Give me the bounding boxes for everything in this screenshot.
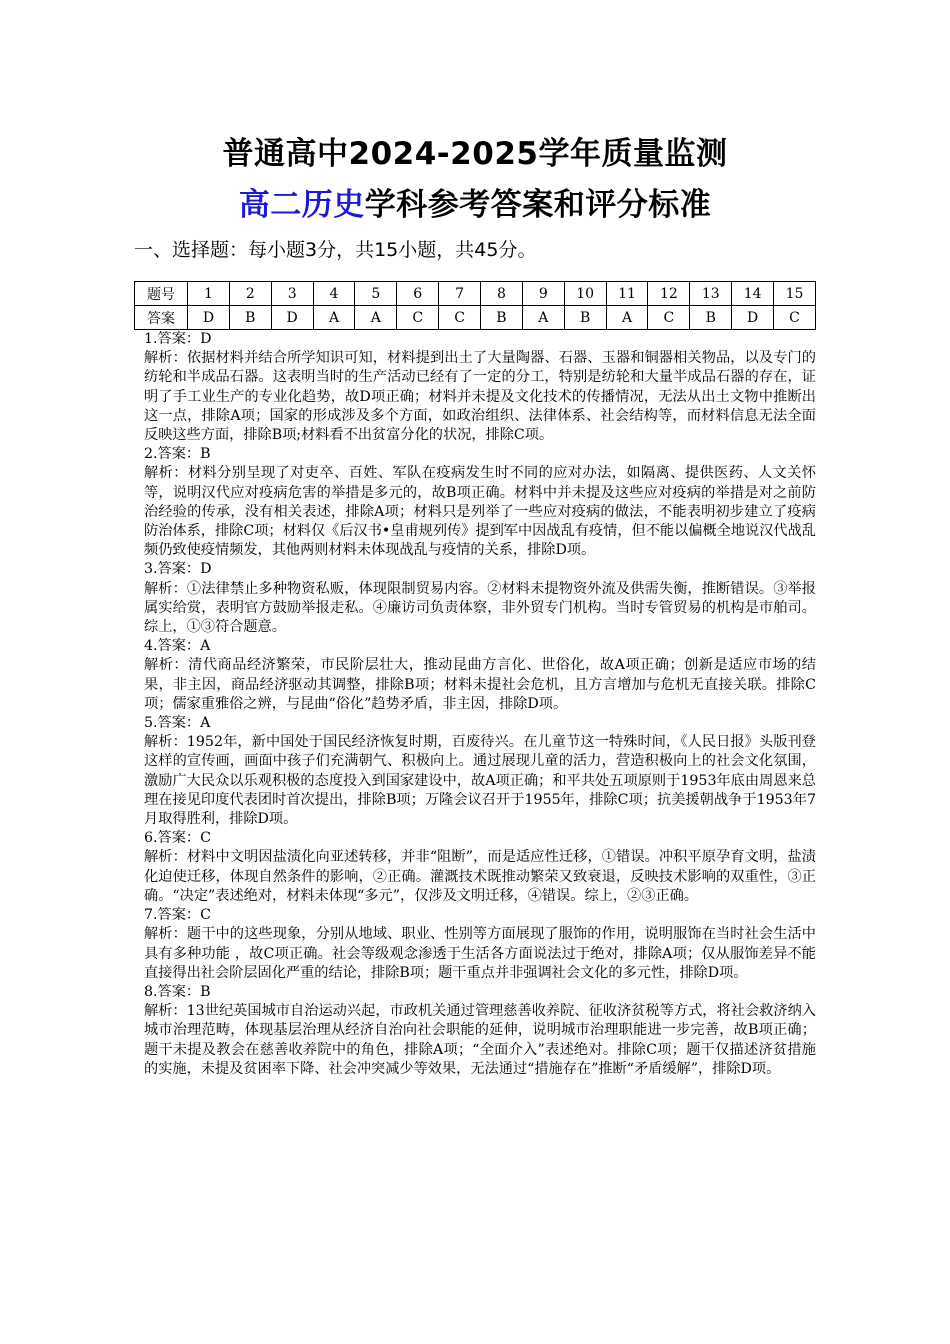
answer-cell: A xyxy=(606,306,648,330)
answer-cell: B xyxy=(564,306,606,330)
question-number: 15 xyxy=(774,282,816,306)
question-number: 9 xyxy=(522,282,564,306)
answer-cell: B xyxy=(690,306,732,330)
item-analysis: 解析：题干中的这些现象，分别从地域、职业、性别等方面展现了服饰的作用，说明服饰在当时社会生活中具有多种功能 ，故C项正确。社会等级观念渗透于生活各方面说法过于绝对，排除A项；仅从服饰差异不能直接得出社会阶层固化严重的结论，排除B项；题干重点并非强调社会文化的多元性，排除D项。 xyxy=(144,926,816,981)
question-number: 13 xyxy=(690,282,732,306)
answer-row xyxy=(135,306,816,330)
item-analysis: 解析：材料分别呈现了对吏卒、百姓、军队在疫病发生时不同的应对办法，如隔离、提供医药、人文关怀等，说明汉代应对疫病危害的举措是多元的，故B项正确。材料中并未提及这些应对疫病的举措是对之前防治经验的传承，没有相关表述，排除A项；材料只是列举了一些应对疫病的做法，不能表明初步建立了疫病防治体系，排除C项；材料仅《后汉书•皇甫规列传》提到军中因战乱有疫情，但不能以偏概全地说汉代战乱频仍致使疫情频发，其他两则材料未体现战乱与疫情的关系，排除D项。 xyxy=(144,465,816,559)
document-title: 普通高中2024-2025学年质量监测 xyxy=(222,136,728,172)
row-label: 答案 xyxy=(135,306,188,330)
question-number-row xyxy=(135,282,816,306)
answer-cell: C xyxy=(774,306,816,330)
answer-cell: C xyxy=(648,306,690,330)
question-number: 6 xyxy=(397,282,439,306)
answer-cell: D xyxy=(732,306,774,330)
question-number: 12 xyxy=(648,282,690,306)
item-answer: 1.答案：D xyxy=(144,331,212,347)
item-answer: 2.答案：B xyxy=(144,446,211,463)
item-analysis: 解析：依据材料并结合所学知识可知，材料提到出土了大量陶器、石器、玉器和铜器相关物品，以及专门的纺轮和半成品石器。这表明当时的生产活动已经有了一定的分工，特别是纺轮和大量半成品石器的存在，证明了手工业生产的专业化趋势，故D项正确；材料并未提及文化技术的传播情况，无法从出土文物中推断出这一点，排除A项；国家的形成涉及多个方面，如政治组织、法律体系、社会结构等，而材料信息无法全面反映这些方面，排除B项;材料看不出贫富分化的状况，排除C项。 xyxy=(144,350,816,444)
subtitle-rest: 学科参考答案和评分标准 xyxy=(364,187,712,223)
question-number: 1 xyxy=(188,282,230,306)
question-number: 2 xyxy=(229,282,271,306)
item-answer: 4.答案：A xyxy=(144,638,211,655)
answer-cell: A xyxy=(355,306,397,330)
question-number: 3 xyxy=(271,282,313,306)
question-number: 8 xyxy=(481,282,523,306)
answer-cell: A xyxy=(522,306,564,330)
item-answer: 5.答案：A xyxy=(144,715,211,732)
answer-cell: D xyxy=(188,306,230,330)
question-number: 14 xyxy=(732,282,774,306)
question-number: 7 xyxy=(439,282,481,306)
answer-cell: B xyxy=(481,306,523,330)
item-analysis: 解析：①法律禁止多种物资私贩，体现限制贸易内容。②材料未提物资外流及供需失衡，推断错误。③举报属实给赏，表明官方鼓励举报走私。④廉访司负责体察，非外贸专门机构。当时专管贸易的机构是市舶司。综上，①③符合题意。 xyxy=(144,580,816,636)
answer-cell: A xyxy=(313,306,355,330)
answer-table xyxy=(134,281,816,330)
answer-cell: B xyxy=(229,306,271,330)
answer-explanations xyxy=(144,330,816,1079)
item-analysis: 解析：13世纪英国城市自治运动兴起，市政机关通过管理慈善收养院、征收济贫税等方式，将社会救济纳入城市治理范畴，体现基层治理从经济自治向社会职能的延伸，说明城市治理职能进一步完善，故B项正确；题干未提及教会在慈善收养院中的角色，排除A项；“全面介入”表述绝对。排除C项；题干仅描述济贫措施的实施，未提及贫困率下降、社会冲突减少等效果，无法通过“措施存在”推断“矛盾缓解”，排除D项。 xyxy=(144,1003,816,1077)
question-number: 10 xyxy=(564,282,606,306)
item-answer: 7.答案：C xyxy=(144,907,211,924)
item-answer: 8.答案：B xyxy=(144,983,211,1000)
item-analysis: 解析：1952年，新中国处于国民经济恢复时期，百废待兴。在儿童节这一特殊时间，《人民日报》头版刊登这样的宣传画，画面中孩子们充满朝气、积极向上。通过展现儿童的活力，营造积极向上的社会文化氛围，激励广大民众以乐观积极的态度投入到国家建设中，故A项正确；和平共处五项原则于1953年底由周恩来总理在接见印度代表团时首次提出，排除B项；万隆会议召开于1955年，排除C项；抗美援朝战争于1953年7月取得胜利，排除D项。 xyxy=(144,734,816,828)
answer-cell: C xyxy=(439,306,481,330)
item-analysis: 解析：材料中文明因盐渍化向亚述转移，并非“阻断”，而是适应性迁移，①错误。冲积平原孕育文明，盐渍化迫使迁移，体现自然条件的影响，②正确。灌溉技术既推动繁荣又致衰退，反映技术影响的双重性，③正确。“决定”表述绝对，材料未体现“多元”，仅涉及文明迁移，④错误。综上，②③正确。 xyxy=(144,849,816,904)
answer-cell: C xyxy=(397,306,439,330)
document-subtitle xyxy=(0,183,950,227)
item-answer: 6.答案：C xyxy=(144,830,211,847)
answer-cell: D xyxy=(271,306,313,330)
item-answer: 3.答案：D xyxy=(144,561,212,578)
question-number: 4 xyxy=(313,282,355,306)
item-analysis: 解析：清代商品经济繁荣，市民阶层壮大，推动昆曲方言化、世俗化，故A项正确；创新是适应市场的结果，非主因，商品经济驱动其调整，排除B项；材料未提社会危机，且方言增加与危机无直接关联。排除C项；儒家重雅俗之辨，与昆曲“俗化”趋势矛盾，非主因，排除D项。 xyxy=(144,657,816,712)
row-label: 题号 xyxy=(135,282,188,306)
section-heading: 一、选择题：每小题3分，共15小题，共45分。 xyxy=(134,239,537,261)
subject-highlight: 高二历史 xyxy=(238,187,365,223)
question-number: 5 xyxy=(355,282,397,306)
question-number: 11 xyxy=(606,282,648,306)
